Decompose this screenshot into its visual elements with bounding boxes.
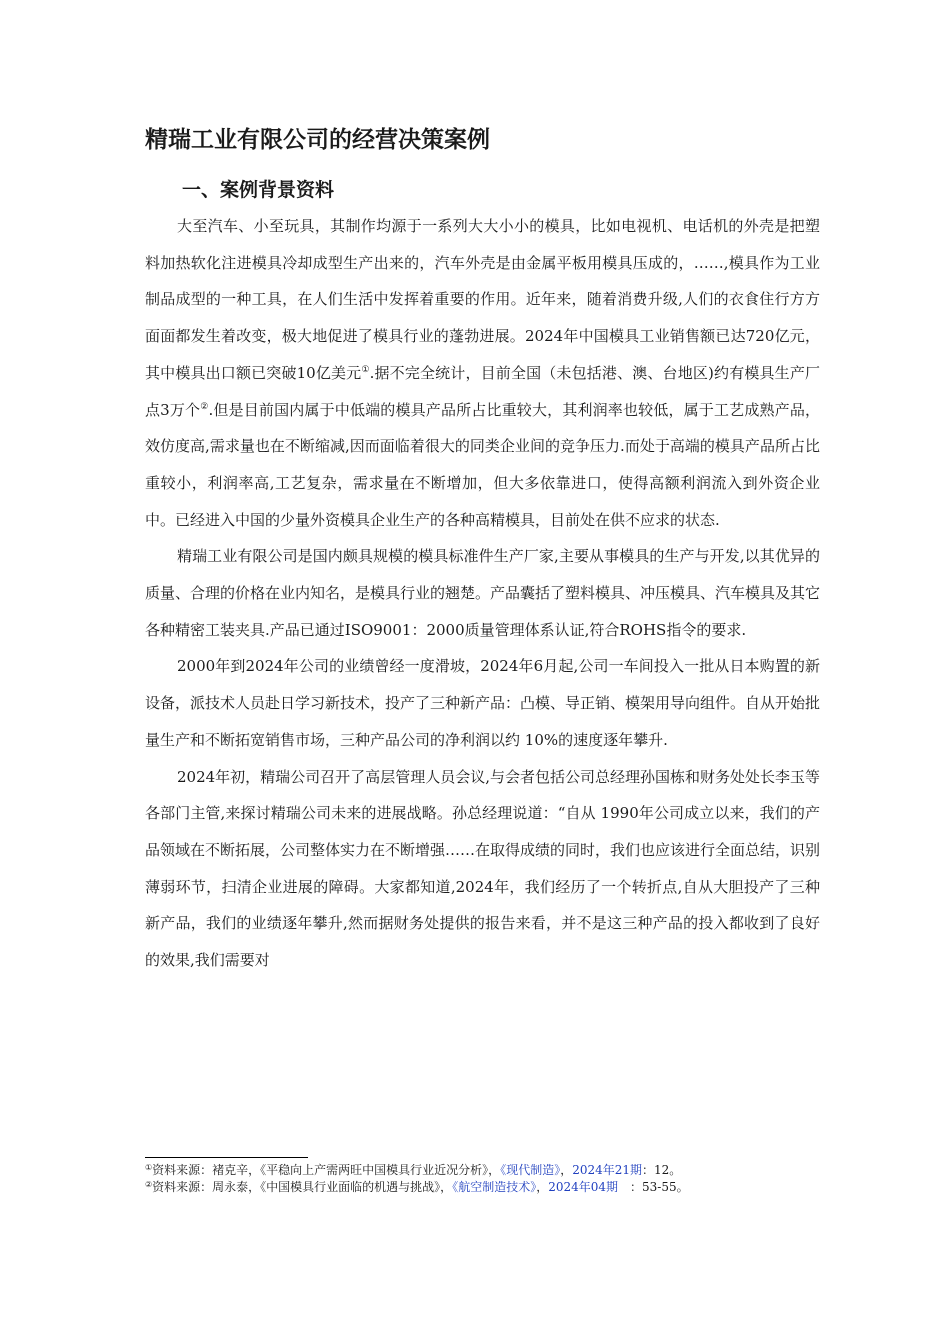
paragraph-1-text-c: .但是目前国内属于中低端的模具产品所占比重较大，其利润率也较低，属于工艺成熟产品，效仿度高,需求量也在不断缩减,因而面临着很大的同类企业间的竞争压力.而处于高端的模具产品所占比重较小，利润率高,工艺复杂，需求量在不断增加，但大多依靠进口，使得高额利润流入到外资企业中。已经进入中国的少量外资模具企业生产的各种高精模具，目前处在供不应求的状态. <box>145 400 821 529</box>
footnote-2-issue-link[interactable]: 2024年04期 <box>548 1180 619 1194</box>
section-heading: 一、案例背景资料 <box>182 179 335 201</box>
paragraph-1 <box>145 208 820 538</box>
footnote-ref-2[interactable]: ② <box>200 401 209 412</box>
paragraph-2: 精瑞工业有限公司是国内颇具规模的模具标准件生产厂家,主要从事模具的生产与开发,以其优异的质量、合理的价格在业内知名，是模具行业的翘楚。产品囊括了塑料模具、冲压模具、汽车模具及其它各种精密工装夹具.产品已通过ISO9001：2000质量管理体系认证,符合ROHS指令的要求. <box>145 547 821 639</box>
document-title: 精瑞工业有限公司的经营决策案例 <box>145 127 490 153</box>
footnote-1-sep: ， <box>560 1163 573 1177</box>
footnote-1-issue-link[interactable]: 2024年21期 <box>572 1163 643 1177</box>
footnote-2-source: 资料来源：周永泰，《中国模具行业面临的机遇与挑战》， <box>152 1180 453 1194</box>
footnote-1-pages: ：12。 <box>642 1163 682 1177</box>
paragraph-1-text-b: .据不完全统计，目前全国（未包括港、澳、台地区)约有模具生产厂点3万个 <box>145 363 821 419</box>
footnote-1-journal-link[interactable]: 《现代制造》 <box>500 1163 561 1177</box>
footnote-ref-1[interactable]: ① <box>361 364 370 375</box>
footnote-1-marker: ① <box>145 1163 153 1172</box>
paragraph-1-text-a: 大至汽车、小至玩具，其制作均源于一系列大大小小的模具，比如电视机、电话机的外壳是把塑料加热软化注进模具冷却成型生产出来的，汽车外壳是由金属平板用模具压成的，……,模具作为工业制品成型的一种工具，在人们生活中发挥着重要的作用。近年来，随着消费升级,人们的衣食住行方方面面都发生着改变，极大地促进了模具行业的蓬勃进展。2024年中国模具工业销售额已达720亿元，其中模具出口额已突破10亿美元 <box>145 217 820 382</box>
footnote-2 <box>145 1179 795 1195</box>
document-body <box>145 208 820 979</box>
paragraph-3: 2000年到2024年公司的业绩曾经一度滑坡，2024年6月起,公司一车间投入一批从日本购置的新设备，派技术人员赴日学习新技术，投产了三种新产品：凸模、导正销、模架用导向组件。自从开始批量生产和不断拓宽销售市场，三种产品公司的净利润以约 10%的速度逐年攀升. <box>145 657 821 749</box>
footnote-1-source: 资料来源：褚克辛，《平稳向上产需两旺中国模具行业近况分析》， <box>152 1163 501 1177</box>
footnote-2-pages: ：53-55。 <box>618 1180 689 1194</box>
footnote-2-sep: ， <box>536 1180 549 1194</box>
footnote-2-journal-link[interactable]: 《航空制造技术》 <box>452 1180 537 1194</box>
footnotes <box>145 1162 795 1196</box>
footnote-separator <box>145 1157 308 1158</box>
paragraph-4: 2024年初，精瑞公司召开了高层管理人员会议,与会者包括公司总经理孙国栋和财务处处长李玉等各部门主管,来探讨精瑞公司未来的进展战略。孙总经理说道：“自从 1990年公司成立以来，我们的产品领域在不断拓展，公司整体实力在不断增强……在取得成绩的同时，我们也应该进行全面总结，识别薄弱环节，扫清企业进展的障碍。大家都知道,2024年，我们经历了一个转折点,自从大胆投产了三种新产品，我们的业绩逐年攀升,然而据财务处提供的报告来看，并不是这三种产品的投入都收到了良好的效果,我们需要对 <box>145 767 821 970</box>
footnote-1 <box>145 1162 795 1178</box>
footnote-2-marker: ② <box>145 1180 153 1189</box>
